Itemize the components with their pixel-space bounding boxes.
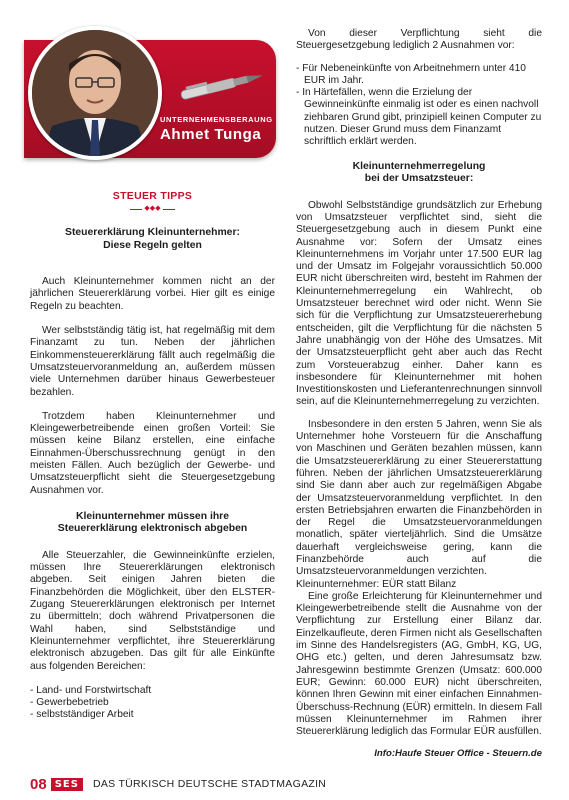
page-footer xyxy=(30,774,542,794)
heading-line: Steuererklärung Kleinunternehmer: xyxy=(65,227,240,239)
heading-line: Kleinunternehmerregelung xyxy=(352,160,486,172)
heading-line: Steuererklärung elektronisch abgeben xyxy=(57,523,248,535)
bullet-list xyxy=(30,685,275,722)
heading-line: Diese Regeln gelten xyxy=(103,239,202,251)
source-credit: Info:Haufe Steuer Office - Steuern.de xyxy=(374,748,542,760)
subheading xyxy=(296,161,542,186)
magazine-title: DAS TÜRKISCH DEUTSCHE STADTMAGAZIN xyxy=(92,778,327,790)
author-photo xyxy=(28,26,162,160)
section-divider: ◆◆◆ xyxy=(30,204,275,215)
list-item: - Für Nebeneinkünfte von Arbeitnehmern unter 410 EUR im Jahr. xyxy=(296,62,526,86)
subheading xyxy=(30,511,275,536)
inline-subheading: Kleinunternehmer: EÜR statt Bilanz xyxy=(296,578,457,590)
paragraph: Trotzdem haben Kleinunternehmer und Kleingewerbetreibende einen großen Vorteil: Sie müssen keine Bilanz erstellen, eine einfache Einnahmen-Überschussrechnung genügt in den meisten Fällen. Auch bezüglich der Gewerbe- und Umsatzsteuerpflicht sieht die Steuergesetzgebung Ausnahmen vor. xyxy=(30,410,275,496)
list-item: - Gewerbebetrieb xyxy=(30,697,109,709)
section-label: STEUER TIPPS xyxy=(112,190,193,202)
paragraph: Alle Steuerzahler, die Gewinneinkünfte erzielen, müssen Ihre Steuererklärungen elektronisch abgeben. Seit einigen Jahren bieten die Finanzbehörden die Möglichkeit, über den ELSTER-Zugang Steuererklärungen elektronisch per Internet zu übermitteln; doch während Privatpersonen die Wahl haben, sind Selbstständige und Kleinunternehmer verpflichtet, ihre Steuererklärung elektronisch abzugeben. Das gilt für alle Einkünfte aus folgenden Bereichen: xyxy=(30,549,275,672)
author-subtitle: UNTERNEHMENSBERAUNG xyxy=(160,115,273,124)
fountain-pen-icon xyxy=(176,70,268,100)
list-item: - In Härtefällen, wenn die Erzielung der Gewinneinkünfte einmalig ist oder es einen nachvoll ziehbaren Grund gibt, prinzipiell keinen Computer zu nutzen. Dieser Grund muss dem Finanzamt schriftlich erklärt werden. xyxy=(296,87,542,148)
paragraph: Obwohl Selbstständige grundsätzlich zur Erhebung von Umsatzsteuer verpflichtet sind, sieht die Steuergesetzgebung auch in diesem Punkt eine Ausnahme vor: Sofern der Umsatz eines Kleinunternehmens im Vorjahr unter 17.500 EUR lag und der Umsatz im Folgejahr voraussichtlich 50.000 EUR nicht überschreiten wird, besteht im Rahmen der Kleinunternehmerregelung ein Wahlrecht, ob Umsatzsteuer berechnet wird oder nicht. Wenn Sie sich für die Verpflichtung zur Umsatzsteuererhebung entscheiden, gilt die Verpflichtung für die nächsten 5 Jahre unabhängig von der Höhe des Umsatzes. Mit der Umsatzsteuerpflicht geht aber auch das Recht zum Vorsteuerabzug einher. Daher kann es insbesondere für Kleinunternehmer mit hohen Investitionskosten und Lieferantenrechnungen sinnvoll sein, auf die Kleinunternehmerregelung zu verzichten. xyxy=(296,199,542,408)
paragraph: Wer selbstständig tätig ist, hat regelmäßig mit dem Finanzamt zu tun. Neben der jährlichen Einkommensteuererklärung fällt auch regelmäßig die Umsatzsteuervoranmeldung an, außerdem müssen viele Unternehmen darüber hinaus Gewerbesteuer bezahlen. xyxy=(30,325,275,398)
author-name: Ahmet Tunga xyxy=(160,126,262,143)
left-column xyxy=(30,190,275,732)
paragraph: Insbesondere in den ersten 5 Jahren, wenn Sie als Unternehmer hohe Vorsteuern für die Anschaffung von Maschinen und Geräten bezahlen müssen, kann die Umsatzsteuererklärung zu einer Steuererstattung führen. Neben der jährlichen Umsatzsteuererklärung sind Sie dann aber auch zur regelmäßigen Abgabe der Umsatzsteuervoranmeldung verpflichtet. In den ersten Betriebsjahren erwarten die Finanzbehörden in der Regel die Umsatzsteuervoranmeldungen monatlich, später vierteljährlich. Sind die Umsätze dauerhaft vergleichsweise gering, kann die Finanzbehörde auch auf die Umsatzsteuervoranmeldungen verzichten. xyxy=(296,418,542,578)
article-heading xyxy=(30,227,275,252)
list-item: - selbstständiger Arbeit xyxy=(30,709,134,721)
list-item: - Land- und Forstwirtschaft xyxy=(30,684,152,696)
exceptions-list xyxy=(296,63,542,149)
heading-line: Kleinunternehmer müssen ihre xyxy=(75,510,229,522)
paragraph: Von dieser Verpflichtung sieht die Steuergesetzgebung lediglich 2 Ausnahmen vor: xyxy=(296,28,542,52)
paragraph: Auch Kleinunternehmer kommen nicht an der jährlichen Steuererklärung vorbei. Hier gilt es einige Regeln zu beachten. xyxy=(30,276,275,312)
magazine-logo: SES xyxy=(51,778,83,791)
right-column xyxy=(296,28,542,761)
page-number: 08 xyxy=(30,775,47,793)
paragraph: Eine große Erleichterung für Kleinunternehmer und Kleingewerbetreibende stellt die Ausnahme von der Verpflichtung zur Erstellung einer Bilanz dar. Einzelkaufleute, deren Firmen nicht als Gesellschaften im Sinne des Handelsregisters (AG, GmbH, KG, UG, OHG etc.) gelten, und deren Jahresumsatz bzw. Jahresgewinn bestimmte Grenzen (Umsatz: 600.000 EUR; Gewinn: 60.000 EUR) nicht überschreiten, können Ihren Gewinn mit einer einfachen Einnahmen-Überschuss-Rechnung (EÜR) ermitteln. In diesem Fall müssen Kleinunternehmer im Rahmen ihrer Steuererklärung lediglich das Formular EÜR ausfüllen. xyxy=(296,590,542,738)
heading-line: bei der Umsatzsteuer: xyxy=(364,173,474,185)
